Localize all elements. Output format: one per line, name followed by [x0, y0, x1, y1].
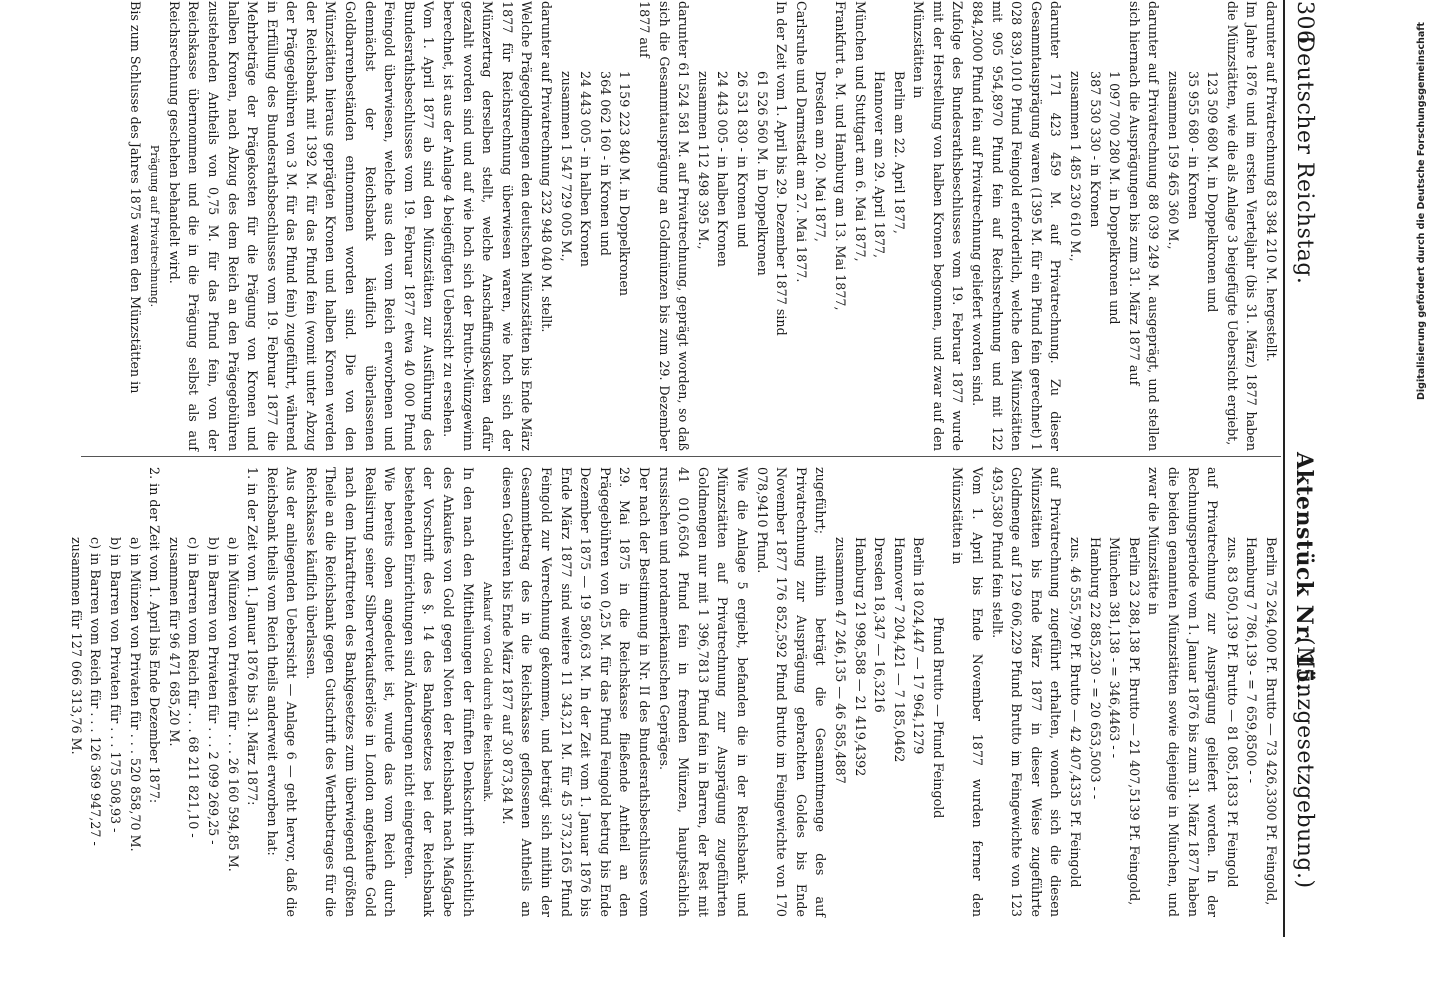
paragraph: 61 526 560 M. in Doppelkronen: [754, 71, 770, 276]
paragraph: b) in Barren von Privaten für . . . 175 508,93 -: [107, 537, 123, 833]
paragraph: Wie bereits oben angedeutet ist, wurde das vom Reich durch Realisirung seiner Silberverkaufserlöse in London angekaufte Gold nach dem Inkrafttreten des Bankgesetzes zum überwiegend größten Theile an die Reichsbank gegen Gutschrift des Werthbetrages für die Reichskasse käuflich überlassen.: [303, 467, 398, 917]
paragraph: 35 955 680 - in Kronen: [1185, 71, 1201, 220]
paragraph: Dresden am 20. Mai 1877,: [813, 71, 829, 242]
paragraph: 1 097 700 280 M. in Doppelkronen und: [1107, 71, 1123, 325]
paragraph: Welche Prägegoldmengen den deutschen Münzstätten bis Ende März 1877 für Reichsrechnung überwiesen waren, wie hoch sich der Münzertrag derselben stellt, welche Anschaffungskosten dafür gezahlt worden sind und auf wie hoch sich der Brutto-Münzgewinn berechnet, ist aus der Anlage 4 beigefügten Uebersicht zu ersehen.: [441, 1, 535, 451]
paragraph: Der nach der Bestimmung in Nr. II des Bundesrathsbeschlusses vom 29. Mai 1875 in die Reichskasse fließende Antheil an den Prägegebühren von 0,25 M. für das Pfund Feingold betrug bis Ende Dezember 1875 — 19 580,63 M. In der Zeit vom 1. Januar 1876 bis Ende März 1877 sind weitere 11 343,21 M. für 45 373,2165 Pfund Feingold zur Verrechnung gekommen, und beträgt sich mithin der Gesammtbetrag des in die Reichskasse geflossenen Antheils an diesen Gebühren bis Ende März 1877 auf 30 873,84 M.: [499, 467, 652, 917]
paragraph: 24 443 005 - in halben Kronen: [578, 71, 594, 267]
paragraph: Frankfurt a. M. und Hamburg am 13. Mai 1877,: [832, 1, 848, 311]
header-subtitle: (Münzgesetzgebung.): [1292, 637, 1317, 889]
page-header: [1285, 0, 1325, 937]
header-title: Deutscher Reichstag.: [1292, 35, 1317, 285]
paragraph: darunter auf Privatrechnung 232 948 040 M. stellt.: [539, 1, 555, 333]
paragraph: Carlsruhe und Darmstadt am 27. Mai 1877.: [793, 1, 809, 283]
paragraph: c) in Barren vom Reich für . . . 68 211 821,10 -: [186, 537, 202, 838]
paragraph: darunter auf Privatrechnung 83 384 210 M. hergestellt.: [1264, 1, 1279, 362]
paragraph: zusammen für 96 471 685,20 M.: [166, 537, 182, 747]
paragraph: Hamburg 7 786,139 - = 7 659,8500 - -: [1244, 537, 1260, 784]
paragraph: 1. in der Zeit vom 1. Januar 1876 bis 31. März 1877:: [245, 467, 261, 806]
paragraph: Prägung auf Privatrechnung.: [148, 144, 162, 308]
paragraph: 26 531 830 - in Kronen und: [734, 71, 750, 248]
header-rule: [1283, 0, 1285, 937]
right-column: [68, 467, 1281, 917]
paragraph: zus. 83 050,139 Pf. Brutto — 81 085,1833 Pf. Feingold: [1224, 537, 1240, 888]
paragraph: b) in Barren von Privaten für . . . 2 099 269,25 -: [205, 537, 221, 845]
paragraph: Berlin 75 264,000 Pf. Brutto — 73 426,3300 Pf. Feingold,: [1264, 537, 1279, 906]
paragraph: Berlin 18 024,447 — 17 964,1279: [911, 537, 927, 755]
paragraph: Im Jahre 1876 und im ersten Vierteljahr (bis 31. März) 1877 haben die Münzstätten, wie die als Anlage 3 beigefügte Uebersicht ergiebt,: [1224, 1, 1260, 451]
paragraph: In der Zeit vom 1. April bis 29. Dezember 1877 sind: [774, 1, 790, 336]
paragraph: In den nach den Mittheilungen der fünften Denkschrift hinsichtlich des Ankaufes von Gold gegen Noten der Reichsbank nach Maßgabe der Vorschrift des §. 14 des Bankgesetzes bei der Reichsbank bestehenden Einrichtungen sind Änderungen nicht eingetreten.: [401, 467, 476, 917]
paragraph: Pfund Brutto — Pfund Feingold: [930, 617, 946, 819]
paragraph: darunter 171 423 459 M. auf Privatrechnung. Zu dieser Gesammtausprägung waren (1395 M. für ein Pfund fein gerechnet) 1 028 839,1010 Pfund Feingold erforderlich, welche den Münzstätten mit 905 954,8970 Pfund fein auf Reichsrechnung und mit 122 884,2000 Pfund fein auf Privatrechnung geliefert worden sind.: [970, 1, 1064, 451]
paragraph: Hamburg 22 885,230 - = 20 653,5003 - -: [1087, 537, 1103, 800]
dfg-stamp-text: Digitalisierung gefördert durch die Deutsche Forschungsgemeinschaft: [1416, 22, 1427, 400]
paragraph: zusammen 159 465 360 M.,: [1166, 71, 1182, 250]
paragraph: Hamburg 21 998,588 — 21 419,4392: [852, 537, 868, 777]
paragraph: München 381,138 - = 346,4463 - -: [1107, 537, 1123, 758]
paragraph: zus. 46 555,790 Pf. Brutto — 42 407,4335 Pf. Feingold: [1068, 537, 1084, 888]
paragraph: 364 062 160 - in Kronen und: [597, 71, 613, 256]
paragraph: Aus der anliegenden Uebersicht — Anlage 6 — geht hervor, daß die Reichsbank theils vom Reich theils anderweit erworben hat:: [264, 467, 300, 917]
paragraph: a) in Münzen von Privaten für . . . 26 160 594,85 M.: [225, 537, 241, 872]
paragraph: Wie die Anlage 5 ergiebt, befanden die in der Reichsbank- und Münzstätten auf Privatrechnung zur Ausprägung zugeführten Goldmengen nur mit 1 396,7813 Pfund fein in Barren, der Rest mit 41 010,6504 Pfund fein in fremden Münzen, hauptsächlich russischen und nordamerikanischen Gepräges.: [656, 467, 750, 917]
paragraph: zugeführt; mithin beträgt die Gesammtmenge des auf Privatrechnung zur Ausprägung gebrachten Goldes bis Ende November 1877 176 852,592 Pfund Brutto im Feingewichte von 170 078,9410 Pfund.: [754, 467, 829, 917]
paragraph: darunter auf Privatrechnung 88 039 249 M. ausgeprägt, und stellen sich hiernach die Ausprägungen bis zum 31. März 1877 auf: [1126, 1, 1162, 451]
document-page: [15, 0, 1325, 937]
paragraph: Berlin 23 288,138 Pf. Brutto — 21 407,5139 Pf. Feingold,: [1126, 537, 1142, 906]
paragraph: zusammen 1 485 230 610 M.,: [1068, 71, 1084, 262]
paragraph: zusammen 1 547 729 005 M.,: [558, 71, 574, 262]
paragraph: c) in Barren vom Reich für . . . 126 369 947,27 -: [88, 537, 104, 846]
page-number: 306: [1292, 1, 1317, 45]
paragraph: Vom 1. April bis Ende November 1877 wurden ferner den Münzstätten in: [950, 467, 986, 917]
header-section: Aktenstück Nr. 15.: [1291, 452, 1317, 692]
paragraph: 123 509 680 M. in Doppelkronen und: [1205, 71, 1221, 313]
paragraph: Zufolge des Bundesrathsbeschlusses vom 19. Februar 1877 wurde mit der Herstellung von halben Kronen begonnen, und zwar auf den Münzstätten in: [911, 1, 966, 451]
column-divider: [81, 456, 1281, 457]
paragraph: auf Privatrechnung zugeführt erhalten, wonach sich die diesen Münzstätten bis Ende März 1877 in dieser Weise zugeführte Goldmenge auf 129 606,229 Pfund Brutto im Feingewichte von 123 493,5380 Pfund fein stellt.: [989, 467, 1064, 917]
paragraph: München und Stuttgart am 6. Mai 1877,: [852, 1, 868, 262]
paragraph: zusammen für 127 066 313,76 M.: [68, 537, 84, 755]
paragraph: darunter 61 524 581 M. auf Privatrechnung, geprägt worden, so daß sich die Gesammtausprägung an Goldmünzen bis zum 29. Dezember 1877 auf: [637, 1, 692, 451]
paragraph: a) in Münzen von Privaten für . . . 520 858,70 M.: [127, 537, 143, 852]
left-column: [76, 1, 1281, 451]
paragraph: 1 159 223 840 M. in Doppelkronen: [617, 71, 633, 297]
paragraph: Dresden 18,347 — 16,3216: [872, 537, 888, 713]
paragraph: Bis zum Schlusse des Jahres 1875 waren den Münzstätten in: [127, 1, 143, 394]
paragraph: Berlin am 22. April 1877,: [891, 71, 907, 234]
paragraph: zusammen 112 498 395 M.,: [695, 71, 711, 250]
paragraph: auf Privatrechnung zur Ausprägung geliefert worden. In der Rechnungsperiode vom 1. Januar 1876 bis zum 31. März 1877 haben die beiden genannten Münzstätten sowie diejenige in München, und zwar die Münzstätte in: [1146, 467, 1221, 917]
dfg-stamp: [1411, 0, 1432, 400]
paragraph: Hannover 7 204,421 — 7 185,0462: [891, 537, 907, 763]
paragraph: Hannover am 29. April 1877,: [872, 71, 888, 259]
paragraph: 387 530 330 - in Kronen: [1087, 71, 1103, 228]
paragraph: 2. in der Zeit vom 1. April bis Ende Dezember 1877:: [147, 467, 163, 804]
paragraph: zusammen 47 246,135 — 46 585,4887: [832, 537, 848, 784]
paragraph: Vom 1. April 1877 ab sind den Münzstätten zur Ausführung des Bundesrathsbeschlusses vom 19. Februar 1877 etwa 40 000 Pfund Feingold überwiesen, welche aus den vom Reich erworbenen und demnächst der Reichsbank käuflich überlassenen Goldbarrenbeständen entnommen worden sind. Die von den Münzstätten hieraus geprägten Kronen und halben Kronen werden der Reichsbank mit 1392 M. für das Pfund fein (womit unter Abzug der Prägegebühren von 3 M. für das Pfund fein) zugeführt, während in Erfüllung des Bundesrathsbeschlusses vom 19. Februar 1877 die Mehrbeträge der Prägekosten für die Prägung von Kronen und halben Kronen, nach Abzug des dem Reich an den Prägegebühren zustehenden Antheils von 0,75 M. für das Pfund fein, von der Reichskasse übernommen und die in die Prägung selbst als auf Reichsrechnung geschehen behandelt wird.: [166, 1, 437, 451]
paragraph: Ankauf von Gold durch die Reichsbank.: [481, 581, 495, 803]
paragraph: 24 443 005 - in halben Kronen: [715, 71, 731, 267]
